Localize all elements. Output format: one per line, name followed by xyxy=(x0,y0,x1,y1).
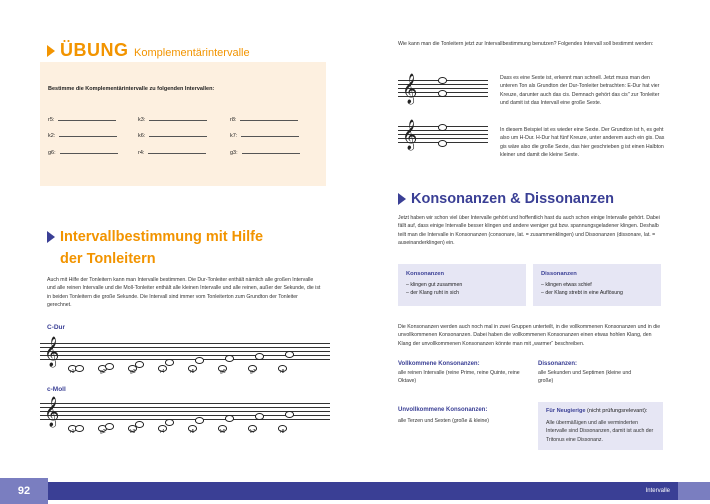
unvollkommene-text: alle Terzen und Sexten (große & kleine) xyxy=(398,418,490,424)
dissonanzen2-text: alle Sekunden und Septimen (kleine und große) xyxy=(538,370,632,385)
question-text: Wie kann man die Tonleitern jetzt zur Intervallbestimmung benutzen? Folgendes Intervall soll bestimmt werden: xyxy=(398,41,654,47)
note-head xyxy=(75,425,84,432)
neugierige-note: (nicht prüfungsrelevant): xyxy=(587,408,648,414)
note-head xyxy=(438,77,447,84)
page-number: 92 xyxy=(0,478,48,504)
exercise-item[interactable]: k3: xyxy=(138,117,207,123)
exercise-item[interactable]: r5: xyxy=(48,117,116,123)
footer-end xyxy=(678,482,710,500)
note-head xyxy=(105,423,114,430)
note-head xyxy=(165,359,174,366)
note-head xyxy=(285,351,294,358)
konsonanzen-heading: Konsonanzen & Dissonanzen xyxy=(398,191,614,207)
vollkommene-text: alle reinen Intervalle (reine Prime, reine Quinte, reine Oktave) xyxy=(398,370,520,385)
para3: Die Konsonanzen werden auch noch mal in zwei Gruppen unterteilt, in die vollkommenen Konsonanzen und in die unvollkommenen Konsonanzen. Dabei haben die vollkommenen Konsonanzen einen etwas hohlen Klang, den Klang der unvollkommenen Konsonanzen könnte man mit „warmer“ beschreiben. xyxy=(398,324,661,347)
cmoll-interval-label: r1 xyxy=(70,429,75,435)
exercise-item[interactable]: r4: xyxy=(138,150,206,156)
konsonanzen-item: – klingen gut zusammen xyxy=(406,282,463,288)
treble-clef-icon: 𝄞 xyxy=(402,120,418,150)
note-head xyxy=(438,140,447,147)
unvollkommene-title: Unvollkommene Konsonanzen: xyxy=(398,407,488,413)
cdur-interval-label: r1 xyxy=(70,369,75,375)
para2: In diesem Beispiel ist es wieder eine Sexte. Der Grundton ist h, es geht also um H-Dur. H-Dur hat fünf Kreuze, unter anderem auch ein gis. Das gis wäre also die große Sexte, das hier geschrieben g ist einen Halbton kleiner und damit die kleine Sexte. xyxy=(500,127,665,158)
cdur-interval-label: g2 xyxy=(100,369,106,375)
cmoll-interval-label: r4 xyxy=(160,429,165,435)
vollkommene-title: Vollkommene Konsonanzen: xyxy=(398,361,480,367)
body-text: Auch mit Hilfe der Tonleitern kann man Intervalle bestimmen. Die Dur-Tonleiter enthält nämlich alle großen Intervalle und alle reinen Intervalle und die Moll-Tonleiter enthält alle kleinen Intervalle und alle reinen, außer der Sekunde, die ist in beiden Tonleitern die große Sekunde. Die Intervall sind immer vom Tonleiterton zum Grundton der Tonleiter gerechnet. xyxy=(47,277,321,308)
ubung-title: ÜBUNG xyxy=(60,40,129,60)
note-head xyxy=(135,421,144,428)
exercise-item[interactable]: k7: xyxy=(230,133,299,139)
cmoll-interval-label: g2 xyxy=(100,429,106,435)
section-heading: Intervallbestimmung mit Hilfe der Tonleitern xyxy=(47,226,263,270)
cmoll-interval-label: k7 xyxy=(250,429,256,435)
treble-clef-icon: 𝄞 xyxy=(44,337,60,367)
note-head xyxy=(195,417,204,424)
exercise-item[interactable]: g6: xyxy=(48,150,118,156)
cmoll-label: c-Moll xyxy=(47,386,66,393)
note-head xyxy=(255,353,264,360)
note-head xyxy=(438,124,447,131)
cmoll-interval-label: k3 xyxy=(130,429,136,435)
note-head xyxy=(135,361,144,368)
cdur-interval-label: g6 xyxy=(220,369,226,375)
ubung-heading xyxy=(47,40,250,61)
konsonanzen-box xyxy=(398,264,526,306)
cmoll-interval-label: r8 xyxy=(280,429,285,435)
dissonanzen2-title: Dissonanzen: xyxy=(538,361,578,367)
note-head xyxy=(285,411,294,418)
triangle-icon xyxy=(47,231,55,243)
exercise-instruction: Bestimme die Komplementärintervalle zu folgenden Intervallen: xyxy=(48,86,215,92)
konsonanzen-title: Konsonanzen xyxy=(406,271,445,277)
note-head xyxy=(438,90,447,97)
konsonanzen-item: – der Klang ruht in sich xyxy=(406,289,460,296)
note-head xyxy=(225,355,234,362)
intro-text: Jetzt haben wir schon viel über Intervalle gehört und hoffentlich hast du auch schon einige Intervalle gehört. Dabei fällt auf, dass einige Intervalle besser klingen und andere weniger gut bzw. spannungsgeladener klingen. Deshalb teilt man die Intervalle in Konsonanzen (consonare, lat. = zusammenklingen) und Dissonanzen (dissonare, lat. = auseinanderklingen) ein. xyxy=(398,215,660,246)
neugierige-box xyxy=(538,402,663,450)
dissonanzen-box xyxy=(533,264,661,306)
cdur-interval-label: r5 xyxy=(190,369,195,375)
example-staff-1 xyxy=(398,74,488,104)
cdur-label: C-Dur xyxy=(47,324,66,331)
left-page xyxy=(0,0,355,478)
exercise-item[interactable]: k2: xyxy=(48,133,117,139)
ubung-subtitle: Komplementärintervalle xyxy=(134,47,250,59)
exercise-item[interactable]: g3: xyxy=(230,150,300,156)
note-head xyxy=(75,365,84,372)
neugierige-title: Für Neugierige xyxy=(546,408,586,414)
exercise-box xyxy=(40,62,326,186)
exercise-item[interactable]: r8: xyxy=(230,117,298,123)
cmoll-interval-label: r5 xyxy=(190,429,195,435)
neugierige-text: Alle übermäßigen und alle verminderten Intervalle sind Dissonanzen, damit ist auch der Tritonus eine Dissonanz. xyxy=(546,420,654,443)
triangle-icon xyxy=(398,193,406,205)
dissonanzen-title: Dissonanzen xyxy=(541,271,577,277)
right-page xyxy=(355,0,710,478)
note-head xyxy=(225,415,234,422)
note-head xyxy=(165,419,174,426)
cdur-interval-label: g7 xyxy=(250,369,256,375)
exercise-item[interactable]: k6: xyxy=(138,133,207,139)
orange-triangle-icon xyxy=(47,45,55,57)
cmoll-interval-label: k6 xyxy=(220,429,226,435)
cdur-interval-label: g3 xyxy=(130,369,136,375)
cdur-interval-label: r8 xyxy=(280,369,285,375)
para1: Dass es eine Sexte ist, erkennt man schnell. Jetzt muss man den unteren Ton als Grundton der Dur-Tonleiter betrachten: E-Dur hat vier Kreuze, darunter auch das cis. Demnach gehört das cis'' zur Tonleiter und damit ist das Intervall eine große Sexte. xyxy=(500,75,660,106)
treble-clef-icon: 𝄞 xyxy=(402,74,418,104)
footer-bar xyxy=(48,482,678,500)
example-staff-2 xyxy=(398,120,488,150)
note-head xyxy=(255,413,264,420)
dissonanzen-item: – klingen etwas schief xyxy=(541,282,592,288)
treble-clef-icon: 𝄞 xyxy=(44,397,60,427)
note-head xyxy=(195,357,204,364)
note-head xyxy=(105,363,114,370)
footer-label: Intervalle xyxy=(645,488,670,494)
cdur-interval-label: r4 xyxy=(160,369,165,375)
dissonanzen-item: – der Klang strebt in eine Auflösung xyxy=(541,289,623,296)
